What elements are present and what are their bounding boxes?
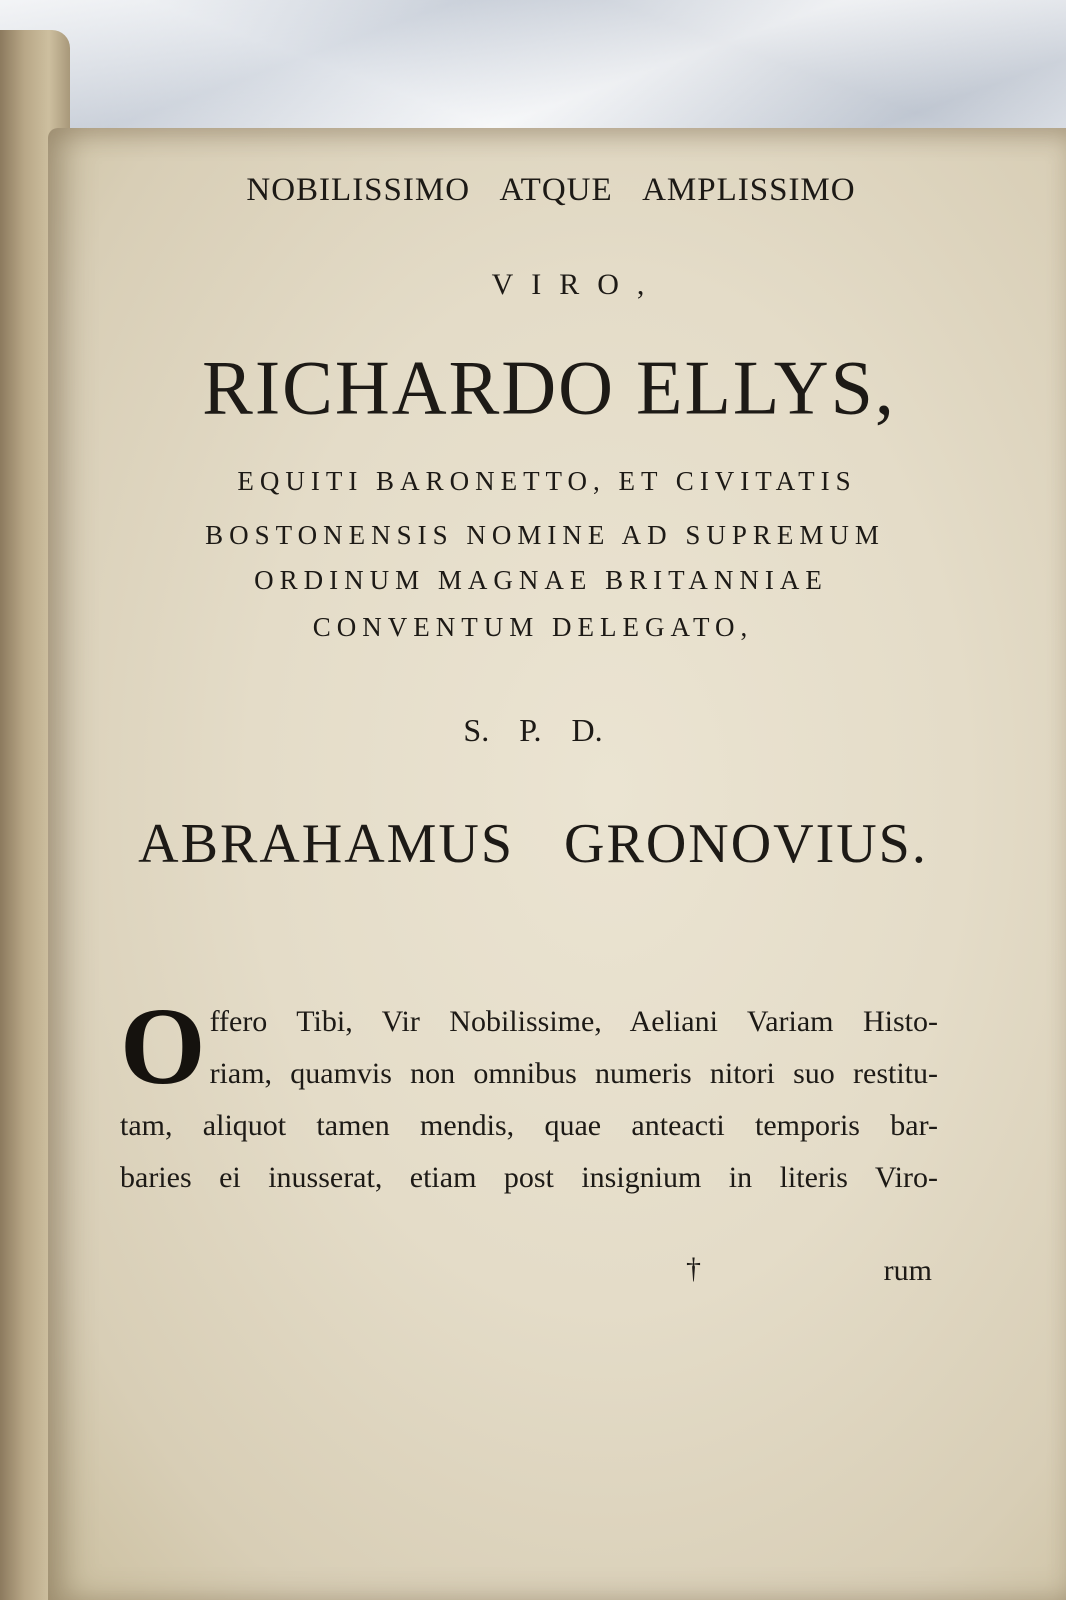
honoree-title-line: CONVENTUM DELEGATO, <box>312 612 754 642</box>
body-line: baries ei inusserat, etiam post insignium in literis Viro- <box>120 1161 938 1194</box>
signature-mark: † <box>686 1252 701 1285</box>
author-name: ABRAHAMUS GRONOVIUS. <box>138 813 928 875</box>
drop-cap: O <box>120 985 206 1107</box>
salutation: S. P. D. <box>463 712 603 748</box>
honoree-name: RICHARDO ELLYS, <box>202 345 896 431</box>
honoree-title-line: ORDINUM MAGNAE BRITANNIAE <box>254 565 828 595</box>
dedication-body <box>120 985 938 1204</box>
body-line: tam, aliquot tamen mendis, quae anteacti temporis bar- <box>120 1109 938 1142</box>
catchword: rum <box>883 1254 932 1287</box>
honoree-title-line: BOSTONENSIS NOMINE AD SUPREMUM <box>205 520 885 550</box>
honoree-title-line: EQUITI BARONETTO, ET CIVITATIS <box>237 466 857 496</box>
dedication-heading: NOBILISSIMO ATQUE AMPLISSIMO <box>246 172 856 208</box>
body-line: riam, quamvis non omnibus numeris nitori suo restitu- <box>209 1057 938 1090</box>
page-footer <box>120 1252 938 1296</box>
body-line: ffero Tibi, Vir Nobilissime, Aeliani Variam Histo- <box>209 1005 938 1038</box>
dedication-viro: VIRO, <box>491 268 663 301</box>
